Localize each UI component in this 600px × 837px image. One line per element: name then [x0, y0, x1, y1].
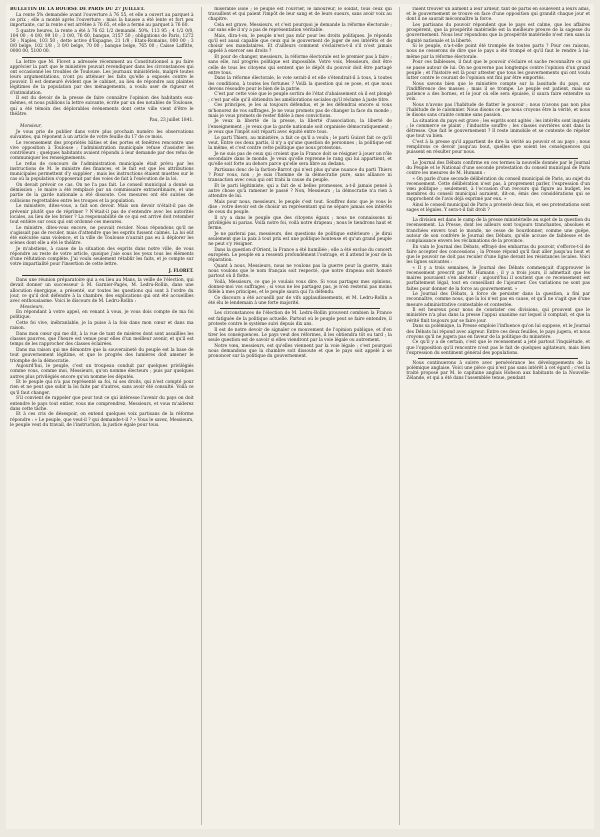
paragraph: Et pour de changer, messieurs, la réforme électorale est le premier pas à faire ; sans elle, nul progrès politique est impossible. Votre voix, Messieurs, doit être celle de tous les citoyens qui sentent que le dépôt du pouvoir doit être partagé entre tous.	[208, 55, 392, 76]
column-2	[208, 7, 392, 825]
divider	[22, 275, 182, 276]
paragraph: Il est de notre devoir de signaler ce mouvement de l'opinion publique, et d'en tirer les conséquences. Le pays veut des réformes, il les obtiendra tôt ou tard ; la seule question est de savoir si elles viendront par la voie légale ou autrement.	[208, 327, 392, 343]
paragraph: La division est dans le camp de la presse ministérielle au sujet de la question du recensement. La Presse, dont les ailleurs sont toujours tranchantes, absolues et tranchées envers tout le monde, ne cesse de bourdonner, comme une guêpe, autour de son confrère le Journal des Débats, qu'elle accuse de faiblesse et de complaisance envers les réclamations de la province.	[406, 218, 591, 244]
columns	[6, 4, 594, 825]
newspaper-page	[6, 4, 594, 829]
column-rule	[399, 7, 400, 825]
divider	[418, 358, 578, 359]
paragraph: Je vous prie de publier dans votre plus prochain numéro les observations suivantes, qui réponent à un article de votre feuille du 17 de ce mois.	[10, 129, 194, 140]
paragraph: En répondant à votre appel, en venant à vous, je vous dois compte de ma foi politique.	[10, 310, 194, 321]
divider	[418, 215, 578, 216]
paragraph: Je ne parlerai pas, messieurs, des questions de politique extérieure ; je dirai seulement que la paix à tout prix est une politique honteuse et qu'un grand peuple ne peut s'y résigner.	[208, 231, 392, 248]
paragraph: Le refus de concours de l'administration municipale était prévu par les instructions de M. le ministre des finances, et le fait est que les attributions municipales permettent d'y suppléer ; mais les instructions étaient muettes sur le cas où la population s'opposerait par des voies de fait à l'exécution de la loi.	[10, 161, 194, 183]
paragraph: Nous n'avons pas l'habitude de flatter le pouvoir ; nous n'avons pas non plus l'habitude de le calomnier. Nous disons ce que nous croyons être la vérité, et nous le disons sans crainte comme sans passion.	[406, 102, 591, 119]
paragraph: Ces principes, je les ai toujours défendus, et je les défendrai encore si vous m'honorez de vos suffrages. Je ne vous promets pas de changer la face du monde ; mais je vous promets de rester fidèle à mes convictions.	[208, 103, 392, 119]
column-1	[10, 7, 194, 825]
paragraph: Dans la réforme électorale, le vote serait-il et elle s'étendrait-il à tous, à toutes les conditions, à toutes les fortunes ? Voilà la question qui se pose, et que nous devons résoudre pour le bien de la patrie.	[208, 76, 392, 92]
paragraph: 5 quatre heures, la rente a été à 76 62 1/2 demandé. 50%, 113 95 ; 4 1/2 0/0, 104 00 ; 4 0/0, 99 10 ; 3 0/0, 76 60, banque, 3157 50 ; obligations de Paris, 1272 50 ; Naples, 103 50 ; dette active d'Espagne, 21 1/8 ; Etats-Romains, 000 00 ; 3 0/0 belge, 102 1/8 ; 3 0/0 belge, 70 00 ; banque belge, 765 00 ; Caisse Laffitte, 0000 00, 5100 00.	[10, 28, 194, 55]
paragraph: Le Journal des Débats, à force de persister dans la question, a fini par reconnaître, comme nous, que la loi n'est pas en cause, et qu'il ne s'agit que d'une mesure administrative contestable et contestée.	[406, 292, 591, 308]
paragraph: Le ministre, dites-vous encore, ne pouvait reculer. Nous répondons qu'il ne s'agissait pas de reculer, mais d'attendre que les esprits fussent calmés. La loi eût été exécutée sans violence, et la ville de Toulouse n'aurait pas eu à déplorer les scènes dont elle a été le théâtre.	[10, 225, 194, 247]
paragraph: Dans sa polémique, la Presse emploie l'influence qu'on lui suppose, et le Journal des Débats lui répond avec aigreur. Entre ces deux feuilles, le pays jugera, et nous croyons qu'il ne jugera pas en faveur de la politique du ministère.	[406, 324, 591, 340]
paragraph: Il est du devoir de la presse de faire connaître l'opinion des habitants eux-mêmes, et nous publions la lettre suivante, écrite par un des notables de Toulouse, qui a été témoin des déplorables événements dont cette ville vient d'être le théâtre.	[10, 96, 194, 117]
paragraph: Nous savons bien que le ministère compte sur la lassitude du pays, sur l'indifférence des masses ; mais il se trompe. Le peuple est patient, mais sa patience a des bornes, et le jour où elle sera épuisée, il saura faire entendre sa voix.	[406, 81, 591, 103]
paragraph: En vain le Journal des Débats, effrayé des embarras du pouvoir, s'efforce-t-il de faire accepter des concessions ; la Presse répond qu'il faut aller jusqu'au bout et que le pouvoir ne doit pas reculer d'une ligne devant les résistances locales. Voici les lignes suivantes :	[406, 244, 591, 266]
paragraph: raient trouver un aliment à leur ardeur, tant de partis en soulèvent à leurs amis, et le gouvernement se trouve en face d'une opposition qui grandit chaque jour et dont il ne saurait méconnaître la force.	[406, 7, 591, 23]
paragraph: La situation du pays est grave ; les esprits sont agités ; les intérêts sont inquiets ; le commerce se plaint ; l'industrie souffre ; les classes ouvrières sont dans la détresse. Que fait le gouvernement ? Il reste immobile et se contente de répéter que tout va bien.	[406, 118, 591, 140]
divider	[220, 308, 380, 309]
paragraph: « Il y a trois semaines, le Journal des Débats commençait d'approuver le recensement prescrit par M. Humann ; il y a trois jours, il admettait que les maires pouvaient s'en abstenir ; aujourd'hui il soutient que ce recensement est parfaitement légal, tout en conseillant de l'ajourner. Ces variations ne sont pas faites pour donner de la force au gouvernement. »	[406, 265, 591, 292]
paragraph: Cela est grave, Messieurs, et c'est pourquoi je demande la réforme électorale ; car sans elle il n'y a pas de représentation véritable.	[208, 23, 392, 34]
paragraph: Le Journal des Débats confirme en ces termes la nouvelle donnée par le Journal du Peuple et le National d'une seconde protestation du conseil municipal de Paris contre les mesures de M. Humann :	[406, 160, 591, 176]
paragraph: S'il convient de rappeler que pour tout ce qui intéresse l'avenir du pays on doit entendre le pays tout entier, vous me comprendrez, Messieurs, et vous m'aiderez dans cette tâche.	[10, 396, 194, 412]
paragraph: Voilà, Messieurs, ce que je voulais vous dire. Si vous partagez mes opinions, donnez-moi vos suffrages ; si vous ne les partagez pas, je n'en resterai pas moins fidèle à mes principes, et le peuple saura qui l'a défendu.	[208, 280, 392, 296]
paragraph: misérable isolé ; le peuple est l'ouvrier, le laboureur, le soldat, tous ceux qui travaillent et qui paient l'impôt de leur sang et de leurs sueurs, sans avoir voix au chapitre.	[208, 7, 392, 23]
paragraph: « On parle d'une seconde délibération du conseil municipal de Paris, au sujet du recensement. Cette délibération n'est pas, à proprement parler, l'expression d'un vœu politique ; seulement, à l'occasion d'un recours qui figure au budget, les membres du conseil municipal auraient, dit-on, émis des considérations qui se rapprochent de l'avis déjà exprimé par eux. »	[406, 176, 591, 203]
paragraph: Et à ces cris de désespoir, on entend quelques voix partisans de la réforme répondre : « Le peuple, que veut-il ? qui demande-t-il ? » Vous le savez, Messieurs, le peuple veut du travail, de l'instruction, la justice égale pour tous.	[10, 412, 194, 428]
paragraph: Le recensement des propriétés bâties et des portes et fenêtres rencontre une vive opposition à Toulouse ; l'administration municipale refuse d'assister les contrôleurs ; quelques habitants avaient répondu à leur demande par des refus de communiquer les renseignements.	[10, 140, 194, 162]
paragraph: On devait prévoir ce cas. On ne l'a pas fait. Le conseil municipal a donné sa démission ; le maire a été remplacé par un commissaire extraordinaire, et une partie de la garde nationale a été dissoute. Ces mesures ont été suivies de collisions regrettables entre les troupes et la population.	[10, 183, 194, 204]
paragraph: Dans une réunion préparatoire qui a eu lieu au Mans, la veille de l'élection, qui devait donner un successeur à M. Garnier-Pagès, M. Ledru-Rollin, dans une allocution énergique, a présenté, sur toutes les questions qui sont à l'ordre du jour, ce qu'il doit défendre à la chambre, des explications qui ont été accueillies avec enthousiasme. Voici le discours de M. Ledru-Rollin :	[10, 278, 194, 304]
paragraph: Et le parti légitimiste, qui a fait de si belles promesses, a-t-il jamais pensé à autre chose qu'à ramener le passé ? Non, Messieurs ; la démocratie n'a rien à attendre de lui.	[208, 183, 392, 199]
divider	[418, 158, 578, 159]
bourse-heading: BULLETIN DE LA BOURSE DE PARIS DU 27 JUILLET.	[10, 7, 145, 12]
paragraph: Cette foi vive, inébranlable, je la puise à la fois dans mon cœur et dans ma raison.	[10, 321, 194, 332]
paragraph: La lettre que M. Flovet a adressée récemment au Constitutionnel a pu faire apprécier la part que le ministère pouvait revendiquer dans les circonstances qui ont occasionné les troubles de Toulouse. Les journaux ministériels, malgré toutes leurs argumentations, n'ont pu atténuer les faits qu'elle a exposés contre le pouvoir. Il est demeuré évident que le cabinet, au lieu de répondre aux plaintes légitimes de la population par des ménagements, a voulu user de rigueur et d'intimidation.	[10, 59, 194, 96]
paragraph: Notre vœu, messieurs, est qu'elles viennent par la voie légale ; c'est pourquoi nous demandons que la chambre soit dissoute et que le pays soit appelé à se prononcer sur la politique du gouvernement.	[208, 343, 392, 359]
paragraph: Dans ma raison qui me démontre que la souveraineté du peuple est la base de tout gouvernement légitime, et que le progrès des lumières doit amener le triomphe de la démocratie.	[10, 348, 194, 364]
paragraph: Dans la question d'Orient, la France a été humiliée ; elle a été exclue du concert européen. Le peuple en a ressenti profondément l'outrage, et il attend le jour de la réparation.	[208, 247, 392, 264]
paragraph: Le parti Thiers, au ministère, a fait ce qu'il a voulu ; le parti Guizot fait ce qu'il veut. Entre ces deux partis, il n'y a qu'une question de personnes ; la politique est la même, et c'est contre cette politique que nous protestons.	[208, 135, 392, 151]
paragraph: Dans mon cœur qui me dit, à la vue de tant de misères dont sont assaillies les classes pauvres, que l'heure est venue pour elles d'un meilleur avenir, et qu'il est temps de les rapprocher des classes éclairées.	[10, 332, 194, 348]
paragraph: Mais, dira-t-on, le peuple n'est pas mûr pour les droits politiques. Je réponds qu'il est aussi capable que ceux qui le gouvernent de juger de ses intérêts et de choisir ses mandataires. Et d'ailleurs comment s'éclairera-t-il s'il n'est jamais appelé à exercer ses droits ?	[208, 33, 392, 55]
paragraph: Ce discours a été accueilli par de vifs applaudissements, et M. Ledru-Rollin a été élu le lendemain à une forte majorité.	[208, 296, 392, 307]
paragraph: Et le peuple qui n'a pas représenté sa foi, ni ses droits, qui n'est compté pour rien et ne peut que subir la loi faite par d'autres, sans avoir été consulté. Voilà ce qu'il faut changer.	[10, 380, 194, 396]
paragraph: La rente 5% demandée avant l'ouverture à 76 55, et elle a ouvert au parquet à ce prix ; elle a monté après l'ouverture : mais la hausse a été lente et fort peu importante, car la rente s'est arrêtée à 76 65, et elle a fermé au parquet à 76 60.	[10, 12, 194, 29]
column-3	[406, 7, 590, 825]
paragraph: Ainsi le conseil municipal de Paris a protesté deux fois, et ses protestations sont sages et légales. Y sera-t-il fait droit ?	[406, 202, 591, 214]
paragraph: Ce qu'il y a de certain, c'est que le recensement a jeté partout l'inquiétude, et que l'opposition qu'il rencontre n'est pas le fait de quelques agitateurs, mais bien l'expression du sentiment général des populations.	[406, 340, 591, 356]
paragraph: Nous continuerons à suivre avec persévérance les développements de la polémique anglaise. Voici une pièce qui n'est pas sans intérêt à cet égard ; c'est la traité proposé par M. le capitaine anglais Hobson aux habitants de la Nouvelle-Zélande, et qui a été dans l'assemblée tenue, pendant	[406, 360, 591, 382]
paragraph: Aujourd'hui, le peuple, c'est un troupeau conduit par quelques privilégiés comme vous, comme moi, Messieurs, qu'on nomme électeurs ; puis par quelques autres plus privilégiés encore qu'on nomme les députés.	[10, 364, 194, 380]
paragraph: Pour ces faiblesses, il faut que le pouvoir s'éclaire et sache reconnaître ce qui se passe autour de lui. On ne gouverne pas longtemps contre l'opinion d'un grand peuple ; et l'histoire est là pour attester que tous les gouvernements qui ont voulu lutter contre le courant de l'opinion ont fini par être emportés.	[406, 60, 591, 81]
paragraph: C'est par cette voie que le peuple sortira de l'état d'abaissement où il est plongé ; c'est par elle qu'il obtiendra les améliorations sociales qu'il réclame à juste titre.	[208, 92, 392, 103]
divider	[22, 57, 182, 58]
letter-salutation: Monsieur,	[20, 124, 42, 130]
paragraph: Si le peuple, n'a-t-elle point été trompée de toutes parts ? Pour ces raisons, nous ne cesserons de dire que le pays a été trompé et qu'il faut le rendre à lui-même par la réforme électorale.	[406, 44, 591, 60]
letter-signature: J. FLORET.	[168, 268, 194, 274]
paragraph: Je ne suis pas de ceux qui croient que la France doit se résigner à jouer un rôle secondaire dans le monde. Je veux qu'elle reprenne le rang qui lui appartient, et qu'elle soit forte au dehors parce qu'elle sera libre au dedans.	[208, 151, 392, 167]
paragraph: Il n'y a dans le peuple que des citoyens égaux ; nous ne connaissons ni privilégiés ni parias. Voilà notre foi, voilà notre drapeau ; nous le tiendrons haut et ferme.	[208, 215, 392, 232]
paragraph: C'est à la presse qu'il appartient de dire la vérité au pouvoir et au pays ; nous remplirons ce devoir jusqu'au bout, quelles que soient les conséquences qui puissent en résulter pour nous.	[406, 140, 591, 156]
paragraph: Il est heureux pour nous de constater ces divisions, qui prouvent que le ministère n'a plus dans la presse l'appui unanime sur lequel il comptait, et que la vérité finit toujours par se faire jour.	[406, 308, 591, 324]
speech-salutation: Messieurs,	[20, 304, 44, 310]
paragraph: Je veux la liberté de la presse, la liberté d'association, la liberté de l'enseignement ; je veux que la garde nationale soit organisée démocratiquement ; je veux que l'impôt soit réparti avec équité entre tous.	[208, 119, 392, 135]
paragraph: Les partisans du pouvoir répondent que le pays est calme, que les affaires prospèrent, que la prospérité matérielle est la meilleure preuve de la sagesse du gouvernement. Nous leur répondons que la prospérité matérielle n'est rien sans la dignité nationale et la liberté.	[406, 23, 591, 44]
paragraph: Le ministère, dites-vous, a fait son devoir. Mais son devoir n'était-il pas de prévenir plutôt que de réprimer ? N'était-il pas de s'entendre avec les autorités locales, au lieu de les briser ? La responsabilité de ce qui est arrivé doit retomber tout entière sur ceux qui ont ordonné ces mesures.	[10, 204, 194, 225]
column-rule	[201, 7, 202, 825]
paragraph: Mais pour nous, messieurs, le peuple c'est tout. Souffrez donc que je vous le dise : votre devoir est de choisir un représentant qui ne sépare jamais ses intérêts de ceux du peuple.	[208, 199, 392, 216]
paragraph: Je m'abstiens, à cause de la situation des esprits dans notre ville, de vous répondre au reste de votre article, quoique j'aie sous les yeux tous les éléments d'une réfutation complète. J'ai voulu seulement rétablir les faits, et je compte sur votre impartialité pour l'insertion de cette lettre.	[10, 246, 194, 268]
paragraph: Quant à nous, Messieurs, nous ne voulons pas la guerre pour la guerre, mais nous voulons que le nom français soit respecté, que notre drapeau soit honoré partout où il flotte.	[208, 264, 392, 280]
letter-date: Pau, 23 juillet 1841.	[149, 117, 194, 123]
paragraph: Partisans donc de la faction-Barrot qui n'est plus qu'une nuance du parti Thiers ? Pour vous, non ; je suis l'homme de la démocratie pure, sans alliance ni transaction avec ceux qui ont trahi la cause du peuple.	[208, 167, 392, 183]
paragraph: Les circonstances de l'élection de M. Ledru-Rollin prouvent combien la France est fatiguée de la politique actuelle. Partout où le peuple peut se faire entendre, il proteste contre le système suivi depuis dix ans.	[208, 311, 392, 327]
